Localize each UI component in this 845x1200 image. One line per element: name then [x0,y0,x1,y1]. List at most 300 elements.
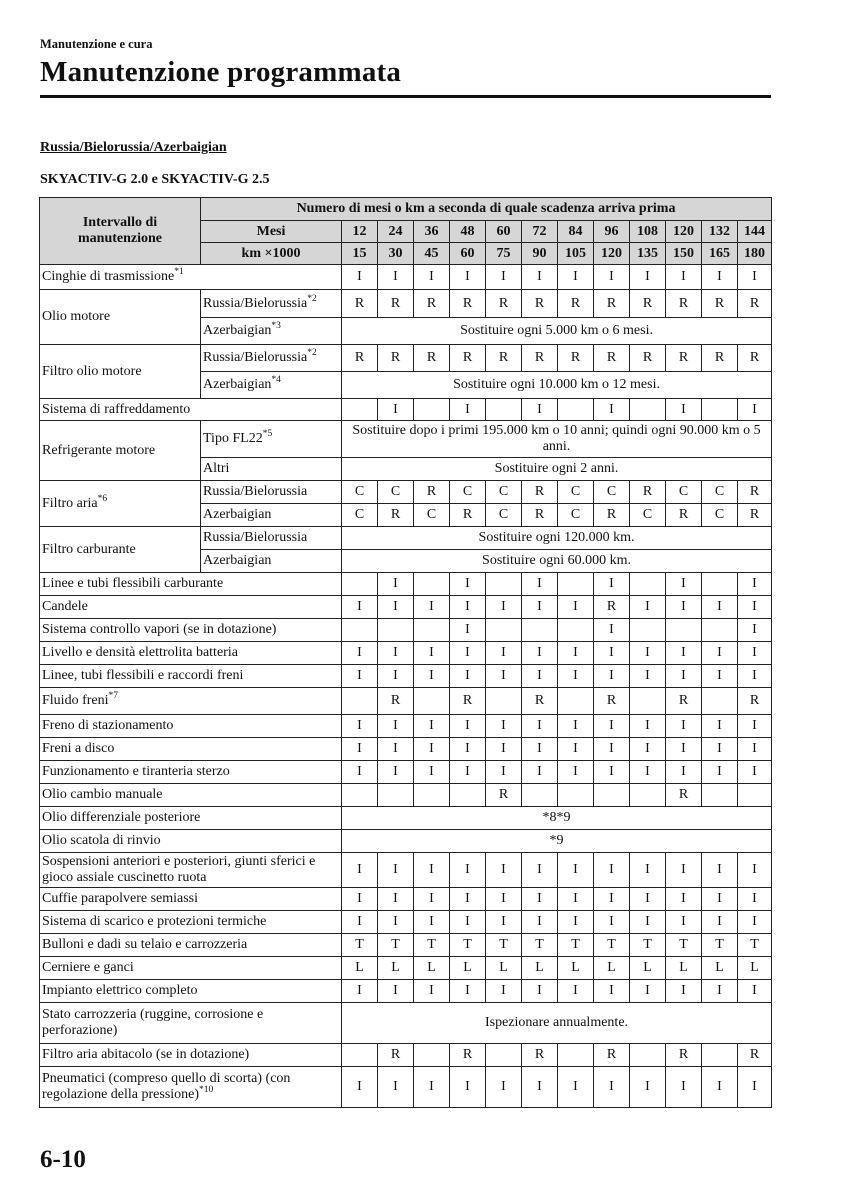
schedule-cell: I [594,399,630,421]
item-label [40,345,201,399]
schedule-cell [630,573,666,596]
region-subtitle: Russia/Bielorussia/Azerbaigian [40,140,227,155]
schedule-cell: I [702,715,738,738]
schedule-cell: I [378,911,414,934]
item-label-text: Filtro aria [42,495,98,511]
schedule-cell: R [378,504,414,527]
schedule-cell [414,784,450,807]
item-label-text: Freni a disco [42,741,115,756]
month-value: 84 [558,221,594,243]
schedule-cell: R [450,688,486,715]
schedule-cell: R [522,345,558,372]
table-row [40,345,772,372]
schedule-cell: I [666,265,702,290]
schedule-cell: I [666,1067,702,1108]
schedule-cell: I [702,761,738,784]
schedule-cell: I [486,642,522,665]
schedule-cell: I [666,911,702,934]
sub-label-text: Russia/Bielorussia [203,295,308,311]
item-label-text: Candele [42,599,88,614]
schedule-cell: R [738,688,772,715]
schedule-cell: I [738,642,772,665]
item-label [40,527,201,573]
schedule-cell: I [666,642,702,665]
schedule-cell [522,619,558,642]
schedule-cell: I [666,399,702,421]
footnote-ref: *1 [174,267,184,277]
table-row [40,619,772,642]
page-number: 6-10 [40,1146,86,1173]
schedule-cell: I [342,980,378,1003]
schedule-cell: I [702,853,738,888]
schedule-cell: I [666,665,702,688]
schedule-cell: I [630,980,666,1003]
schedule-cell: T [378,934,414,957]
schedule-cell: I [738,1067,772,1108]
table-row [40,830,772,853]
table-body [40,265,772,1108]
schedule-cell [630,399,666,421]
schedule-cell: R [450,290,486,318]
schedule-cell [486,573,522,596]
schedule-cell: R [666,504,702,527]
sub-label [201,318,342,345]
item-label-text: Linee, tubi flessibili e raccordi freni [42,668,244,683]
schedule-cell: I [378,642,414,665]
schedule-cell: I [594,1067,630,1108]
schedule-cell: I [738,619,772,642]
schedule-cell: R [378,688,414,715]
schedule-cell: C [702,504,738,527]
schedule-cell: I [630,265,666,290]
schedule-cell: R [342,290,378,318]
schedule-cell: I [378,399,414,421]
sub-label [201,421,342,458]
schedule-note: Sostituire ogni 60.000 km. [342,550,772,573]
km-value: 180 [738,243,772,265]
schedule-cell: C [342,504,378,527]
item-label [40,596,342,619]
schedule-cell: T [630,934,666,957]
schedule-cell: I [486,715,522,738]
schedule-cell: R [522,481,558,504]
item-label-text: Cerniere e ganci [42,960,134,975]
table-row [40,807,772,830]
schedule-cell [342,1044,378,1067]
sub-label-text: Altri [203,461,230,476]
schedule-cell [378,619,414,642]
item-label-text: Livello e densità elettrolita batteria [42,645,238,660]
schedule-cell: I [378,888,414,911]
schedule-note: Sostituire dopo i primi 195.000 km o 10 anni; quindi ogni 90.000 km o 5 anni. [342,421,772,458]
schedule-cell: R [630,345,666,372]
schedule-cell: I [702,980,738,1003]
schedule-note: Sostituire ogni 120.000 km. [342,527,772,550]
schedule-cell: I [630,1067,666,1108]
schedule-cell: T [594,934,630,957]
schedule-cell: I [342,665,378,688]
item-label-text: Funzionamento e tiranteria sterzo [42,764,230,779]
schedule-cell: I [486,911,522,934]
schedule-cell: R [486,345,522,372]
schedule-cell: I [450,888,486,911]
schedule-note: Ispezionare annualmente. [342,1003,772,1044]
schedule-cell: I [594,853,630,888]
schedule-cell: I [450,596,486,619]
table-row [40,527,772,550]
schedule-cell [558,619,594,642]
schedule-cell: I [450,761,486,784]
km-label: km ×1000 [201,243,342,265]
sub-label-text: Azerbaigian [203,323,272,338]
month-value: 96 [594,221,630,243]
schedule-cell: R [594,290,630,318]
sub-label-text: Russia/Bielorussia [203,350,308,365]
schedule-cell: I [450,642,486,665]
item-label-text: Cinghie di trasmissione [42,269,175,284]
schedule-cell [702,784,738,807]
schedule-cell: I [378,596,414,619]
item-label [40,738,342,761]
sub-label [201,372,342,399]
month-value: 48 [450,221,486,243]
schedule-cell [486,688,522,715]
schedule-cell: I [558,980,594,1003]
schedule-cell: I [558,888,594,911]
sub-label [201,504,342,527]
engine-subtitle: SKYACTIV-G 2.0 e SKYACTIV-G 2.5 [40,172,270,187]
schedule-cell: I [450,980,486,1003]
table-row [40,784,772,807]
schedule-cell: I [522,596,558,619]
schedule-cell [342,573,378,596]
sub-label [201,481,342,504]
schedule-cell [558,399,594,421]
schedule-cell: I [414,596,450,619]
item-label-text: Linee e tubi flessibili carburante [42,576,224,591]
schedule-cell: L [378,957,414,980]
schedule-cell: I [630,761,666,784]
schedule-cell: I [738,665,772,688]
interval-caption: Numero di mesi o km a seconda di quale scadenza arriva prima [201,198,772,221]
schedule-cell: I [342,265,378,290]
schedule-cell: I [450,619,486,642]
km-value: 90 [522,243,558,265]
schedule-cell: I [522,761,558,784]
schedule-cell: I [738,399,772,421]
schedule-cell: I [342,1067,378,1108]
schedule-cell [702,573,738,596]
table-row [40,911,772,934]
schedule-cell: T [342,934,378,957]
schedule-cell: I [378,265,414,290]
schedule-cell: I [630,642,666,665]
schedule-cell: I [666,573,702,596]
schedule-cell: I [558,853,594,888]
schedule-note: Sostituire ogni 10.000 km o 12 mesi. [342,372,772,399]
schedule-cell: R [522,290,558,318]
schedule-cell: L [486,957,522,980]
schedule-cell: I [522,738,558,761]
schedule-cell: C [486,504,522,527]
schedule-cell: I [486,665,522,688]
item-label [40,957,342,980]
schedule-cell [630,784,666,807]
schedule-cell: I [666,853,702,888]
month-value: 132 [702,221,738,243]
km-value: 60 [450,243,486,265]
table-row [40,934,772,957]
schedule-cell: I [414,761,450,784]
schedule-cell: I [378,738,414,761]
month-value: 108 [630,221,666,243]
table-row [40,265,772,290]
sub-label [201,290,342,318]
schedule-cell: I [450,399,486,421]
km-value: 105 [558,243,594,265]
schedule-cell [414,619,450,642]
table-row [40,888,772,911]
schedule-cell: C [666,481,702,504]
schedule-cell: I [594,980,630,1003]
schedule-cell: I [486,888,522,911]
item-label [40,573,342,596]
schedule-cell: R [738,345,772,372]
schedule-cell [414,399,450,421]
footnote-ref: *7 [108,691,118,701]
table-row [40,421,772,458]
schedule-cell: I [486,596,522,619]
schedule-cell: R [558,345,594,372]
schedule-cell [414,573,450,596]
table-row [40,688,772,715]
sub-label-text: Azerbaigian [203,553,272,568]
schedule-cell: R [594,345,630,372]
schedule-cell: I [450,853,486,888]
schedule-cell: L [450,957,486,980]
schedule-cell: T [414,934,450,957]
item-label [40,642,342,665]
schedule-cell [342,688,378,715]
footnote-ref: *10 [199,1085,214,1095]
table-row [40,596,772,619]
table-row [40,715,772,738]
schedule-cell: I [630,596,666,619]
schedule-cell: I [594,265,630,290]
schedule-cell: I [666,980,702,1003]
schedule-cell: I [342,738,378,761]
item-label-text: Refrigerante motore [42,442,156,458]
schedule-cell: T [738,934,772,957]
schedule-cell: I [414,911,450,934]
schedule-cell: R [738,504,772,527]
schedule-cell: R [486,290,522,318]
schedule-cell: I [558,715,594,738]
schedule-cell: I [738,596,772,619]
schedule-cell: I [630,911,666,934]
schedule-cell [486,619,522,642]
item-label [40,853,342,888]
schedule-cell: I [702,738,738,761]
schedule-cell: C [450,481,486,504]
schedule-cell: I [558,911,594,934]
sub-label [201,345,342,372]
schedule-cell: I [486,761,522,784]
km-value: 135 [630,243,666,265]
item-label [40,399,342,421]
schedule-cell: I [702,1067,738,1108]
schedule-cell [702,619,738,642]
schedule-cell: R [450,504,486,527]
item-label [40,1044,342,1067]
schedule-cell: I [450,715,486,738]
schedule-cell: L [630,957,666,980]
month-value: 60 [486,221,522,243]
schedule-cell: I [594,761,630,784]
schedule-cell: L [702,957,738,980]
table-row [40,399,772,421]
schedule-cell [522,784,558,807]
table-row [40,957,772,980]
schedule-cell: I [486,738,522,761]
item-label [40,688,342,715]
schedule-cell: I [414,853,450,888]
schedule-cell: I [558,596,594,619]
item-label [40,980,342,1003]
schedule-cell [558,784,594,807]
table-row [40,481,772,504]
schedule-cell: I [702,265,738,290]
schedule-cell: C [342,481,378,504]
schedule-cell: R [414,481,450,504]
schedule-cell: R [414,290,450,318]
item-label-text: Sistema controllo vapori (se in dotazione) [42,622,277,637]
item-label-text: Filtro aria abitacolo (se in dotazione) [42,1047,250,1062]
schedule-cell: C [702,481,738,504]
sub-label [201,527,342,550]
schedule-cell: I [414,642,450,665]
schedule-cell: I [522,911,558,934]
footnote-ref: *2 [307,293,317,304]
schedule-cell: I [450,265,486,290]
km-value: 150 [666,243,702,265]
month-value: 72 [522,221,558,243]
schedule-cell [630,1044,666,1067]
schedule-cell [378,784,414,807]
schedule-cell: I [414,980,450,1003]
schedule-cell: R [378,345,414,372]
schedule-cell: R [594,688,630,715]
schedule-cell: R [630,290,666,318]
schedule-cell: L [522,957,558,980]
km-value: 30 [378,243,414,265]
schedule-cell: T [666,934,702,957]
schedule-cell: R [666,290,702,318]
item-label [40,290,201,345]
footnote-ref: *5 [262,429,273,439]
km-value: 120 [594,243,630,265]
schedule-cell: I [666,888,702,911]
schedule-cell: I [522,853,558,888]
item-label-text: Bulloni e dadi su telaio e carrozzeria [42,937,248,952]
item-label [40,265,342,290]
item-label [40,421,201,481]
schedule-cell: I [486,853,522,888]
table-row [40,761,772,784]
schedule-cell: R [450,345,486,372]
schedule-cell: I [342,761,378,784]
table-row [40,290,772,318]
months-label: Mesi [201,221,342,243]
schedule-cell: R [594,1044,630,1067]
schedule-cell: I [450,1067,486,1108]
schedule-cell [342,399,378,421]
schedule-cell: I [378,853,414,888]
schedule-cell: I [630,888,666,911]
schedule-cell: I [486,265,522,290]
item-label [40,830,342,853]
schedule-cell [558,688,594,715]
item-label [40,761,342,784]
schedule-cell [702,688,738,715]
item-label-text: Olio motore [42,309,111,324]
schedule-cell: R [738,1044,772,1067]
schedule-cell: I [486,1067,522,1108]
table-row [40,738,772,761]
schedule-cell [738,784,772,807]
maintenance-table [39,197,772,1108]
schedule-cell: I [594,619,630,642]
schedule-cell [630,688,666,715]
schedule-cell [342,784,378,807]
table-header [40,198,772,265]
schedule-cell: T [486,934,522,957]
schedule-note: *9 [342,830,772,853]
item-label-text: Cuffie parapolvere semiassi [42,891,199,906]
title-rule [40,95,771,98]
schedule-cell: L [738,957,772,980]
item-label-text: Stato carrozzeria (ruggine, corrosione e perforazione) [42,1007,264,1038]
schedule-cell: R [594,596,630,619]
schedule-cell: I [522,573,558,596]
schedule-cell: I [450,738,486,761]
table-row [40,1003,772,1044]
sub-label-text: Azerbaigian [203,507,272,522]
schedule-cell: I [342,715,378,738]
km-value: 15 [342,243,378,265]
schedule-cell: I [450,911,486,934]
item-label-text: Impianto elettrico completo [42,983,198,998]
schedule-cell: R [378,1044,414,1067]
schedule-cell: I [450,665,486,688]
schedule-cell: R [378,290,414,318]
schedule-cell: T [450,934,486,957]
schedule-cell: C [414,504,450,527]
schedule-cell: C [558,481,594,504]
schedule-cell: I [522,715,558,738]
schedule-cell: R [594,504,630,527]
month-value: 12 [342,221,378,243]
month-value: 24 [378,221,414,243]
item-label-text: Olio cambio manuale [42,787,163,802]
schedule-cell: R [630,481,666,504]
schedule-cell: I [522,642,558,665]
schedule-cell [702,399,738,421]
schedule-cell: R [702,345,738,372]
item-label-text: Sospensioni anteriori e posteriori, giunti sferici e gioco assiale cuscinetto ruota [42,854,316,885]
schedule-cell: I [738,853,772,888]
schedule-cell: C [486,481,522,504]
